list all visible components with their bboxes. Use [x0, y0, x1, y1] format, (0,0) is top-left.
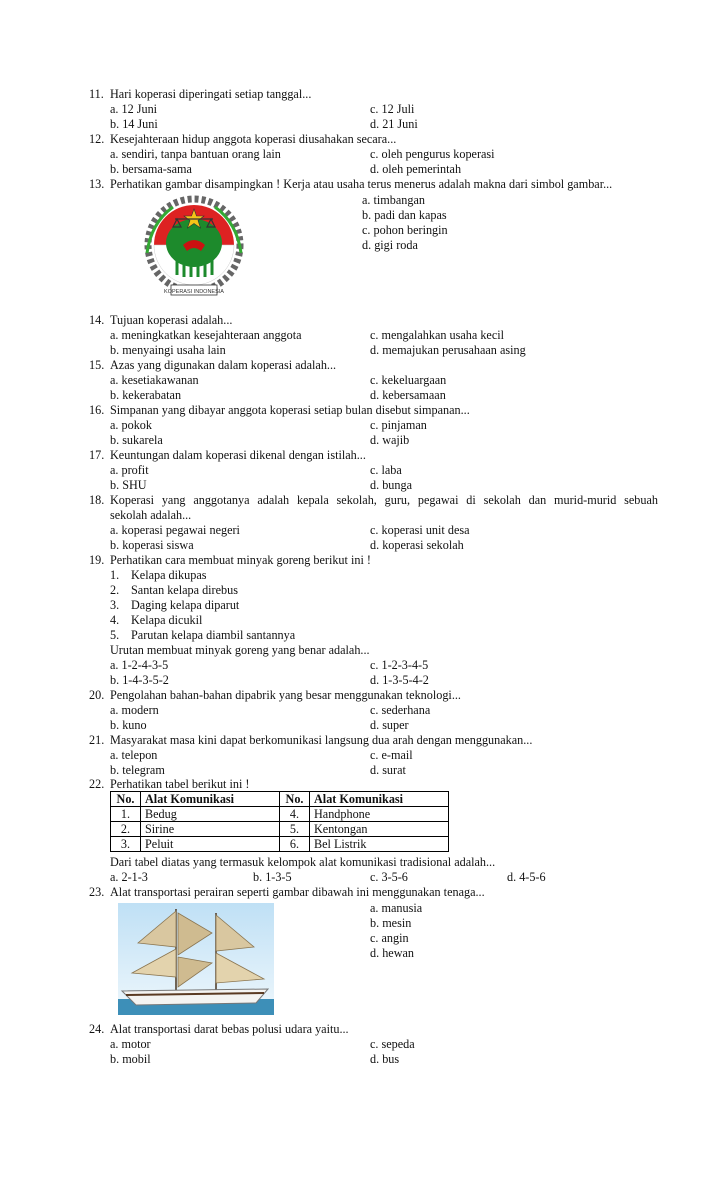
table-cell: 4. [280, 807, 310, 822]
step-number: 5. [110, 628, 120, 642]
question-number: 24. [89, 1022, 105, 1036]
option-b: b. kuno [110, 718, 147, 732]
table-cell: 2. [111, 822, 141, 837]
option-d: d. super [370, 718, 409, 732]
step-text: Daging kelapa diparut [131, 598, 240, 612]
option-b: b. kekerabatan [110, 388, 182, 402]
table-cell: Peluit [141, 837, 280, 852]
option-c: c. sederhana [370, 703, 431, 717]
option-d: d. 4-5-6 [507, 870, 546, 884]
option-c: c. sepeda [370, 1037, 415, 1051]
option-d: d. bunga [370, 478, 412, 492]
option-d: d. memajukan perusahaan asing [370, 343, 526, 357]
table-row [111, 807, 449, 822]
option-d: d. surat [370, 763, 406, 777]
option-c: c. 12 Juli [370, 102, 415, 116]
question-number: 23. [89, 885, 105, 899]
option-a: a. manusia [370, 901, 423, 915]
option-c: c. pinjaman [370, 418, 427, 432]
option-a: a. timbangan [362, 193, 425, 207]
option-d: d. bus [370, 1052, 400, 1066]
option-a: a. profit [110, 463, 149, 477]
option-d: d. hewan [370, 946, 414, 960]
table-cell: Sirine [141, 822, 280, 837]
question-number: 20. [89, 688, 105, 702]
table-header-row [111, 792, 449, 807]
table-cell: Handphone [310, 807, 449, 822]
option-a: a. motor [110, 1037, 151, 1051]
option-b: b. SHU [110, 478, 147, 492]
table-cell: Bedug [141, 807, 280, 822]
table-row [111, 837, 449, 852]
option-c: c. pohon beringin [362, 223, 448, 237]
option-a: a. kesetiakawanan [110, 373, 199, 387]
question-text: Koperasi yang anggotanya adalah kepala sekolah, guru, pegawai di sekolah dan murid-murid sebuah [110, 493, 658, 507]
question-text: Alat transportasi darat bebas polusi udara yaitu... [110, 1022, 349, 1036]
step-number: 4. [110, 613, 120, 627]
question-number: 14. [89, 313, 105, 327]
option-d: d. gigi roda [362, 238, 418, 252]
communication-table [110, 791, 449, 852]
option-b: b. menyaingi usaha lain [110, 343, 226, 357]
option-b: b. mesin [370, 916, 412, 930]
option-b: b. padi dan kapas [362, 208, 447, 222]
option-b: b. telegram [110, 763, 165, 777]
question-number: 13. [89, 177, 105, 191]
question-text: Tujuan koperasi adalah... [110, 313, 233, 327]
question-text: Alat transportasi perairan seperti gambar dibawah ini menggunakan tenaga... [110, 885, 485, 899]
question-number: 16. [89, 403, 105, 417]
option-d: d. wajib [370, 433, 410, 447]
option-c: c. 1-2-3-4-5 [370, 658, 429, 672]
table-header: No. [280, 792, 310, 807]
option-b: b. 1-4-3-5-2 [110, 673, 169, 687]
koperasi-emblem-image [133, 193, 255, 303]
question-number: 19. [89, 553, 105, 567]
option-a: a. 12 Juni [110, 102, 158, 116]
question-text: Simpanan yang dibayar anggota koperasi setiap bulan disebut simpanan... [110, 403, 470, 417]
option-b: b. koperasi siswa [110, 538, 194, 552]
option-c: c. oleh pengurus koperasi [370, 147, 495, 161]
question-text: Hari koperasi diperingati setiap tanggal... [110, 87, 312, 101]
question-number: 22. [89, 777, 105, 791]
step-number: 3. [110, 598, 120, 612]
option-d: d. koperasi sekolah [370, 538, 464, 552]
step-text: Kelapa dicukil [131, 613, 203, 627]
emblem-ribbon-text: KOPERASI INDONESIA [164, 289, 224, 295]
option-a: a. meningkatkan kesejahteraan anggota [110, 328, 302, 342]
option-a: a. 2-1-3 [110, 870, 148, 884]
option-b: b. 14 Juni [110, 117, 158, 131]
question-text: Perhatikan tabel berikut ini ! [110, 777, 250, 791]
option-c: c. laba [370, 463, 402, 477]
option-c: c. 3-5-6 [370, 870, 408, 884]
option-c: c. mengalahkan usaha kecil [370, 328, 505, 342]
option-d: d. 21 Juni [370, 117, 418, 131]
question-text: Pengolahan bahan-bahan dipabrik yang besar menggunakan teknologi... [110, 688, 461, 702]
option-a: a. 1-2-4-3-5 [110, 658, 169, 672]
question-text: Perhatikan cara membuat minyak goreng berikut ini ! [110, 553, 371, 567]
table-cell: 5. [280, 822, 310, 837]
option-d: d. kebersamaan [370, 388, 446, 402]
step-number: 1. [110, 568, 120, 582]
option-b: b. mobil [110, 1052, 151, 1066]
question-number: 17. [89, 448, 105, 462]
question-text: Perhatikan gambar disampingkan ! Kerja atau usaha terus menerus adalah makna dari simbol gambar... [110, 177, 613, 191]
option-b: b. bersama-sama [110, 162, 192, 176]
step-text: Parutan kelapa diambil santannya [131, 628, 296, 642]
option-c: c. koperasi unit desa [370, 523, 470, 537]
option-d: d. 1-3-5-4-2 [370, 673, 429, 687]
question-number: 12. [89, 132, 105, 146]
table-cell: 1. [111, 807, 141, 822]
question-number: 15. [89, 358, 105, 372]
question-text-continued: sekolah adalah... [110, 508, 192, 522]
option-a: a. koperasi pegawai negeri [110, 523, 240, 537]
table-cell: 6. [280, 837, 310, 852]
question-text: Azas yang digunakan dalam koperasi adalah... [110, 358, 337, 372]
question-text-continued: Urutan membuat minyak goreng yang benar adalah... [110, 643, 370, 657]
step-text: Santan kelapa direbus [131, 583, 238, 597]
option-c: c. kekeluargaan [370, 373, 447, 387]
table-header: Alat Komunikasi [310, 792, 449, 807]
option-c: c. angin [370, 931, 409, 945]
option-a: a. telepon [110, 748, 158, 762]
table-header: No. [111, 792, 141, 807]
question-text: Kesejahteraan hidup anggota koperasi diusahakan secara... [110, 132, 397, 146]
table-cell: Kentongan [310, 822, 449, 837]
question-number: 11. [89, 87, 104, 101]
option-b: b. 1-3-5 [253, 870, 292, 884]
table-header: Alat Komunikasi [141, 792, 280, 807]
step-number: 2. [110, 583, 120, 597]
option-b: b. sukarela [110, 433, 163, 447]
option-a: a. pokok [110, 418, 152, 432]
option-a: a. modern [110, 703, 159, 717]
question-text: Masyarakat masa kini dapat berkomunikasi langsung dua arah dengan menggunakan... [110, 733, 533, 747]
question-text-continued: Dari tabel diatas yang termasuk kelompok alat komunikasi tradisional adalah... [110, 855, 496, 869]
option-d: d. oleh pemerintah [370, 162, 462, 176]
question-number: 21. [89, 733, 105, 747]
sailing-ship-image [118, 903, 274, 1015]
option-c: c. e-mail [370, 748, 413, 762]
question-number: 18. [89, 493, 105, 507]
option-a: a. sendiri, tanpa bantuan orang lain [110, 147, 281, 161]
table-cell: 3. [111, 837, 141, 852]
question-text: Keuntungan dalam koperasi dikenal dengan istilah... [110, 448, 366, 462]
table-row [111, 822, 449, 837]
step-text: Kelapa dikupas [131, 568, 207, 582]
table-cell: Bel Listrik [310, 837, 449, 852]
